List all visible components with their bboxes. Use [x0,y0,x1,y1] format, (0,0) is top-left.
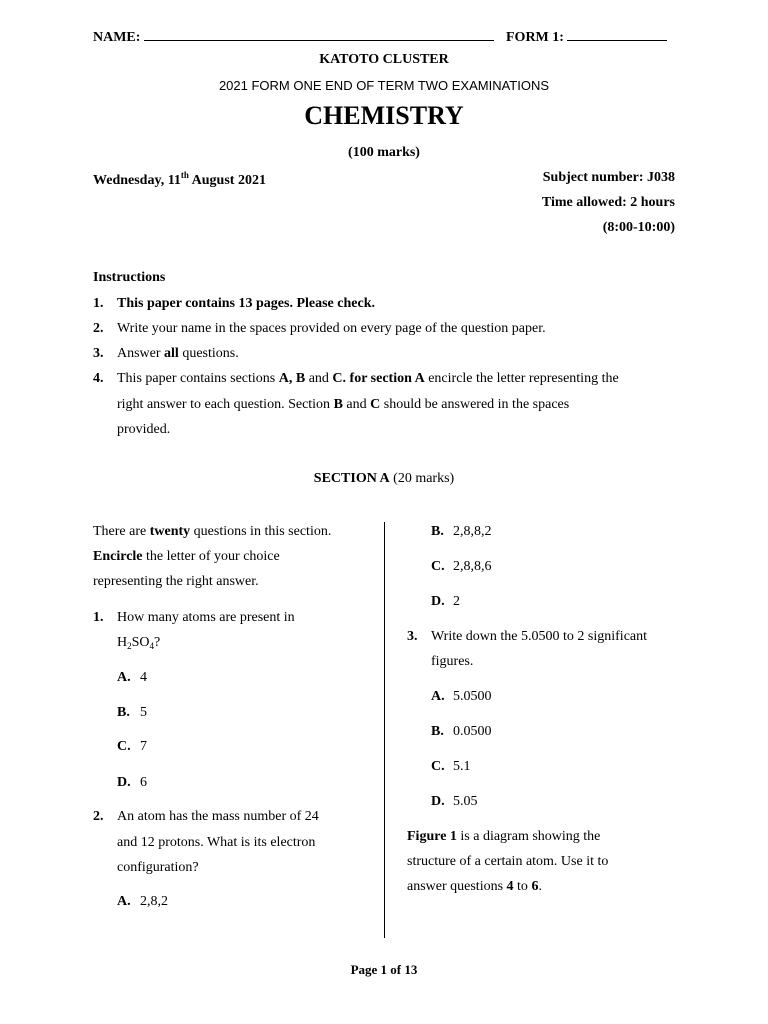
instructions-heading: Instructions [93,270,166,285]
option-letter: B. [431,524,444,539]
option-value: 5.05 [453,794,478,809]
cluster-name: KATOTO CLUSTER [319,52,449,67]
option-value: 2,8,8,2 [453,524,492,539]
time-range: (8:00-10:00) [602,220,675,235]
option-value: 5.0500 [453,689,492,704]
name-label: NAME: [93,30,141,45]
exam-date: Wednesday, 11th August 2021 [93,170,266,188]
name-blank-line [144,28,494,41]
option-letter: B. [431,724,444,739]
option-letter: D. [431,594,445,609]
option-value: 2,8,2 [140,894,168,909]
option-value: 2 [453,594,460,609]
form-label: FORM 1: [506,30,564,45]
option-value: 5 [140,705,147,720]
option-value: 4 [140,670,147,685]
total-marks: (100 marks) [348,145,420,160]
option-letter: C. [431,559,445,574]
option-letter: A. [431,689,445,704]
option-value: 2,8,8,6 [453,559,492,574]
name-field[interactable] [93,28,494,46]
option-letter: B. [117,705,130,720]
option-letter: C. [117,739,131,754]
form-field[interactable] [506,28,667,46]
time-allowed: Time allowed: 2 hours [541,195,675,210]
option-value: 7 [140,739,147,754]
option-letter: A. [117,894,131,909]
option-letter: C. [431,759,445,774]
form-blank-line [567,28,667,41]
section-a-title: SECTION A (20 marks) [313,471,455,486]
option-value: 0.0500 [453,724,492,739]
subject-number: Subject number: J038 [542,170,675,185]
page-title: CHEMISTRY [304,101,464,130]
formula-h2so4: $H_2SO_4$? [117,635,161,651]
option-value: 6 [140,775,147,790]
option-letter: D. [117,775,131,790]
option-letter: D. [431,794,445,809]
exam-title: 2021 FORM ONE END OF TERM TWO EXAMINATIONS [218,78,550,93]
column-divider [384,522,385,938]
option-value: 5.1 [453,759,471,774]
page-number: Page 1 of 13 [350,962,418,977]
option-letter: A. [117,670,131,685]
